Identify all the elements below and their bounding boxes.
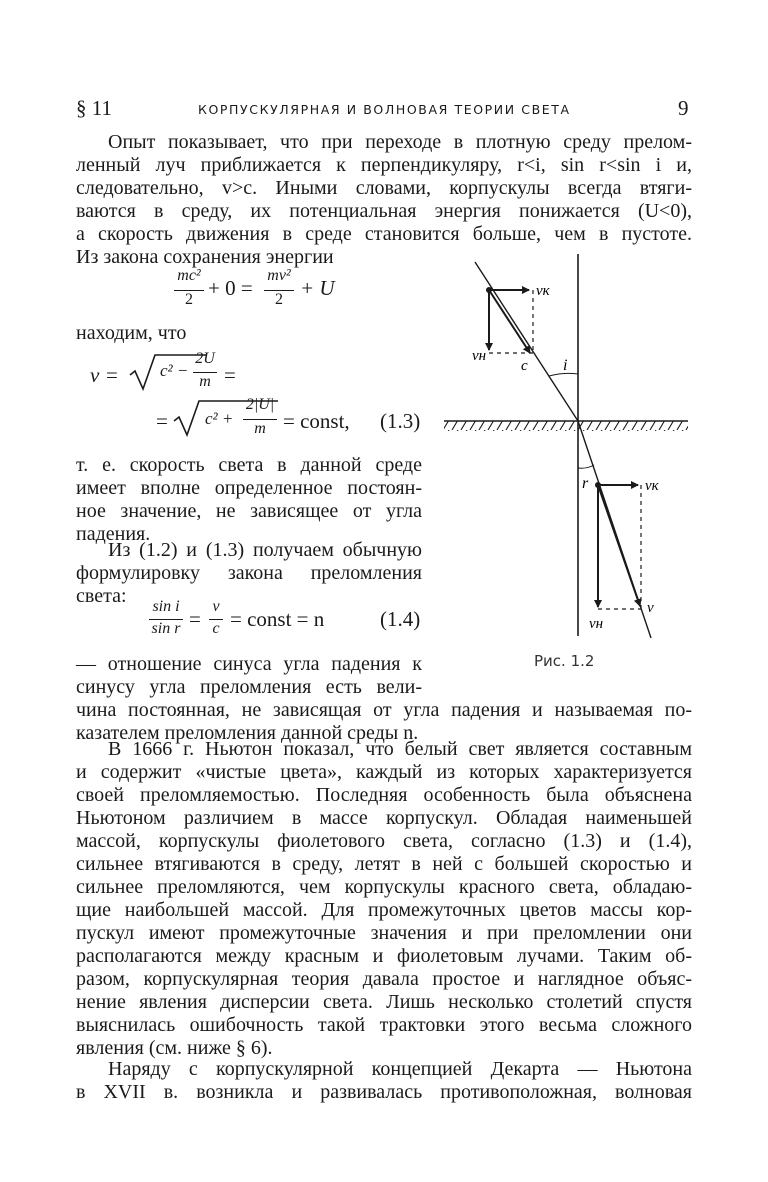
- label-vn-bottom: vн: [589, 616, 604, 632]
- text-line: выяснилась ошибочность такой трактовки этого весьма сложного: [76, 1014, 692, 1036]
- text-line: а скорость движения в среде становится больше, чем в пустоте.: [76, 223, 692, 245]
- label-v: v: [647, 600, 654, 616]
- eq-const: = const,: [283, 409, 350, 433]
- label-vk-top: vк: [536, 283, 550, 299]
- text-line: света:: [76, 585, 127, 607]
- frac-denominator: c: [212, 620, 220, 637]
- eq-sign: =: [189, 607, 201, 631]
- text-line: Ньютоном различием в массе корпускул. Обладая наименьшей: [76, 807, 692, 829]
- text-line: формулировку закона преломления: [76, 562, 422, 584]
- figure-caption: Рис. 1.2: [534, 652, 595, 670]
- label-i: i: [563, 357, 568, 374]
- text-line: сильнее втягиваются в среду, летят в ней с большей скоростью и: [76, 853, 692, 875]
- text-line: казателем преломления данной среды n.: [76, 722, 419, 744]
- text-line: и содержит «чистые цвета», каждый из которых характеризуется: [76, 761, 692, 783]
- eq-tail: = const = n: [230, 607, 325, 631]
- equation-number: (1.3): [380, 409, 421, 433]
- frac-numerator: mv²: [267, 267, 291, 284]
- refraction-figure: [440, 252, 690, 642]
- text-line: Опыт показывает, что при переходе в плотную среду прелом-: [108, 131, 692, 153]
- vector-c: [489, 290, 530, 353]
- text-line: Из закона сохранения энергии: [76, 246, 334, 268]
- text-line: пускул имеют промежуточные значения и при преломлении они: [76, 922, 692, 944]
- label-vk-bottom: vк: [645, 478, 659, 494]
- vector-v: [598, 485, 640, 606]
- text-line: нение явления дисперсии света. Лишь несколько столетий спустя: [76, 991, 692, 1013]
- eq-tail: + U: [300, 276, 335, 300]
- incident-ray: [475, 262, 578, 421]
- frac-denominator: 2: [185, 291, 193, 308]
- frac-numerator: 2U: [195, 350, 215, 367]
- root-term: c² −: [160, 361, 189, 380]
- frac-numerator: sin i: [152, 598, 180, 615]
- text-line: явления (см. ниже § 6).: [76, 1037, 273, 1059]
- text-line: ваются в среду, их потенциальная энергия понижается (U<0),: [76, 200, 692, 222]
- label-c: c: [521, 358, 528, 374]
- text-line: т. е. скорость света в данной среде: [76, 454, 422, 476]
- eq-sign: =: [224, 363, 236, 387]
- text-line: разом, корпускулярная теория давала простое и наглядное объяс-: [76, 968, 692, 990]
- frac-numerator: 2|U|: [245, 396, 275, 413]
- text-line: Из (1.2) и (1.3) получаем обычную: [108, 539, 422, 561]
- running-title: КОРПУСКУЛЯРНАЯ И ВОЛНОВАЯ ТЕОРИИ СВЕТА: [198, 102, 571, 117]
- eq-lhs: v =: [90, 363, 119, 387]
- frac-denominator: 2: [275, 291, 283, 308]
- section-number: § 11: [76, 96, 112, 120]
- text-line: своей преломляемостью. Последняя особенность была объяснена: [76, 784, 692, 806]
- frac-numerator: v: [212, 598, 220, 615]
- medium-hatching: [444, 421, 688, 431]
- text-line: имеет вполне определенное постоян-: [76, 477, 422, 499]
- text-line: находим, что: [76, 322, 187, 344]
- frac-denominator: sin r: [151, 620, 181, 637]
- eq-sign: =: [156, 409, 168, 433]
- text-line: массой, корпускулы фиолетового света, согласно (1.3) и (1.4),: [76, 830, 692, 852]
- text-line: Наряду с корпускулярной концепцией Декарта — Ньютона: [108, 1058, 692, 1080]
- label-r: r: [582, 475, 589, 492]
- text-line: синусу угла преломления есть вели-: [76, 676, 422, 698]
- text-line: следовательно, v>c. Иными словами, корпускулы всегда втяги-: [76, 177, 692, 199]
- frac-numerator: mc²: [177, 267, 201, 284]
- text-line: щие наибольшей массой. Для промежуточных цветов массы кор-: [76, 899, 692, 921]
- text-line: располагаются между красным и фиолетовым лучами. Таким об-: [76, 945, 692, 967]
- text-line: ное значение, не зависящее от угла: [76, 500, 422, 522]
- text-line: В 1666 г. Ньютон показал, что белый свет является составным: [108, 738, 692, 760]
- text-line: сильнее преломляются, чем корпускулы красного света, обладаю-: [76, 876, 692, 898]
- text-line: падения.: [76, 523, 151, 545]
- eq-middle: + 0 =: [208, 276, 253, 300]
- label-vn-top: vн: [472, 348, 487, 364]
- text-line: ленный луч приближается к перпендикуляру, r<i, sin r<sin i и,: [76, 154, 692, 176]
- text-line: чина постоянная, не зависящая от угла падения и называемая по-: [76, 699, 692, 721]
- text-line: — отношение синуса угла падения к: [76, 653, 422, 675]
- text-line: в XVII в. возникла и развивалась противоположная, волновая: [76, 1081, 692, 1103]
- root-term: c² +: [205, 409, 234, 428]
- frac-denominator: m: [254, 420, 266, 437]
- page-number: 9: [678, 96, 689, 120]
- equation-number: (1.4): [380, 607, 421, 631]
- angle-r-arc: [578, 465, 594, 468]
- frac-denominator: m: [199, 373, 211, 390]
